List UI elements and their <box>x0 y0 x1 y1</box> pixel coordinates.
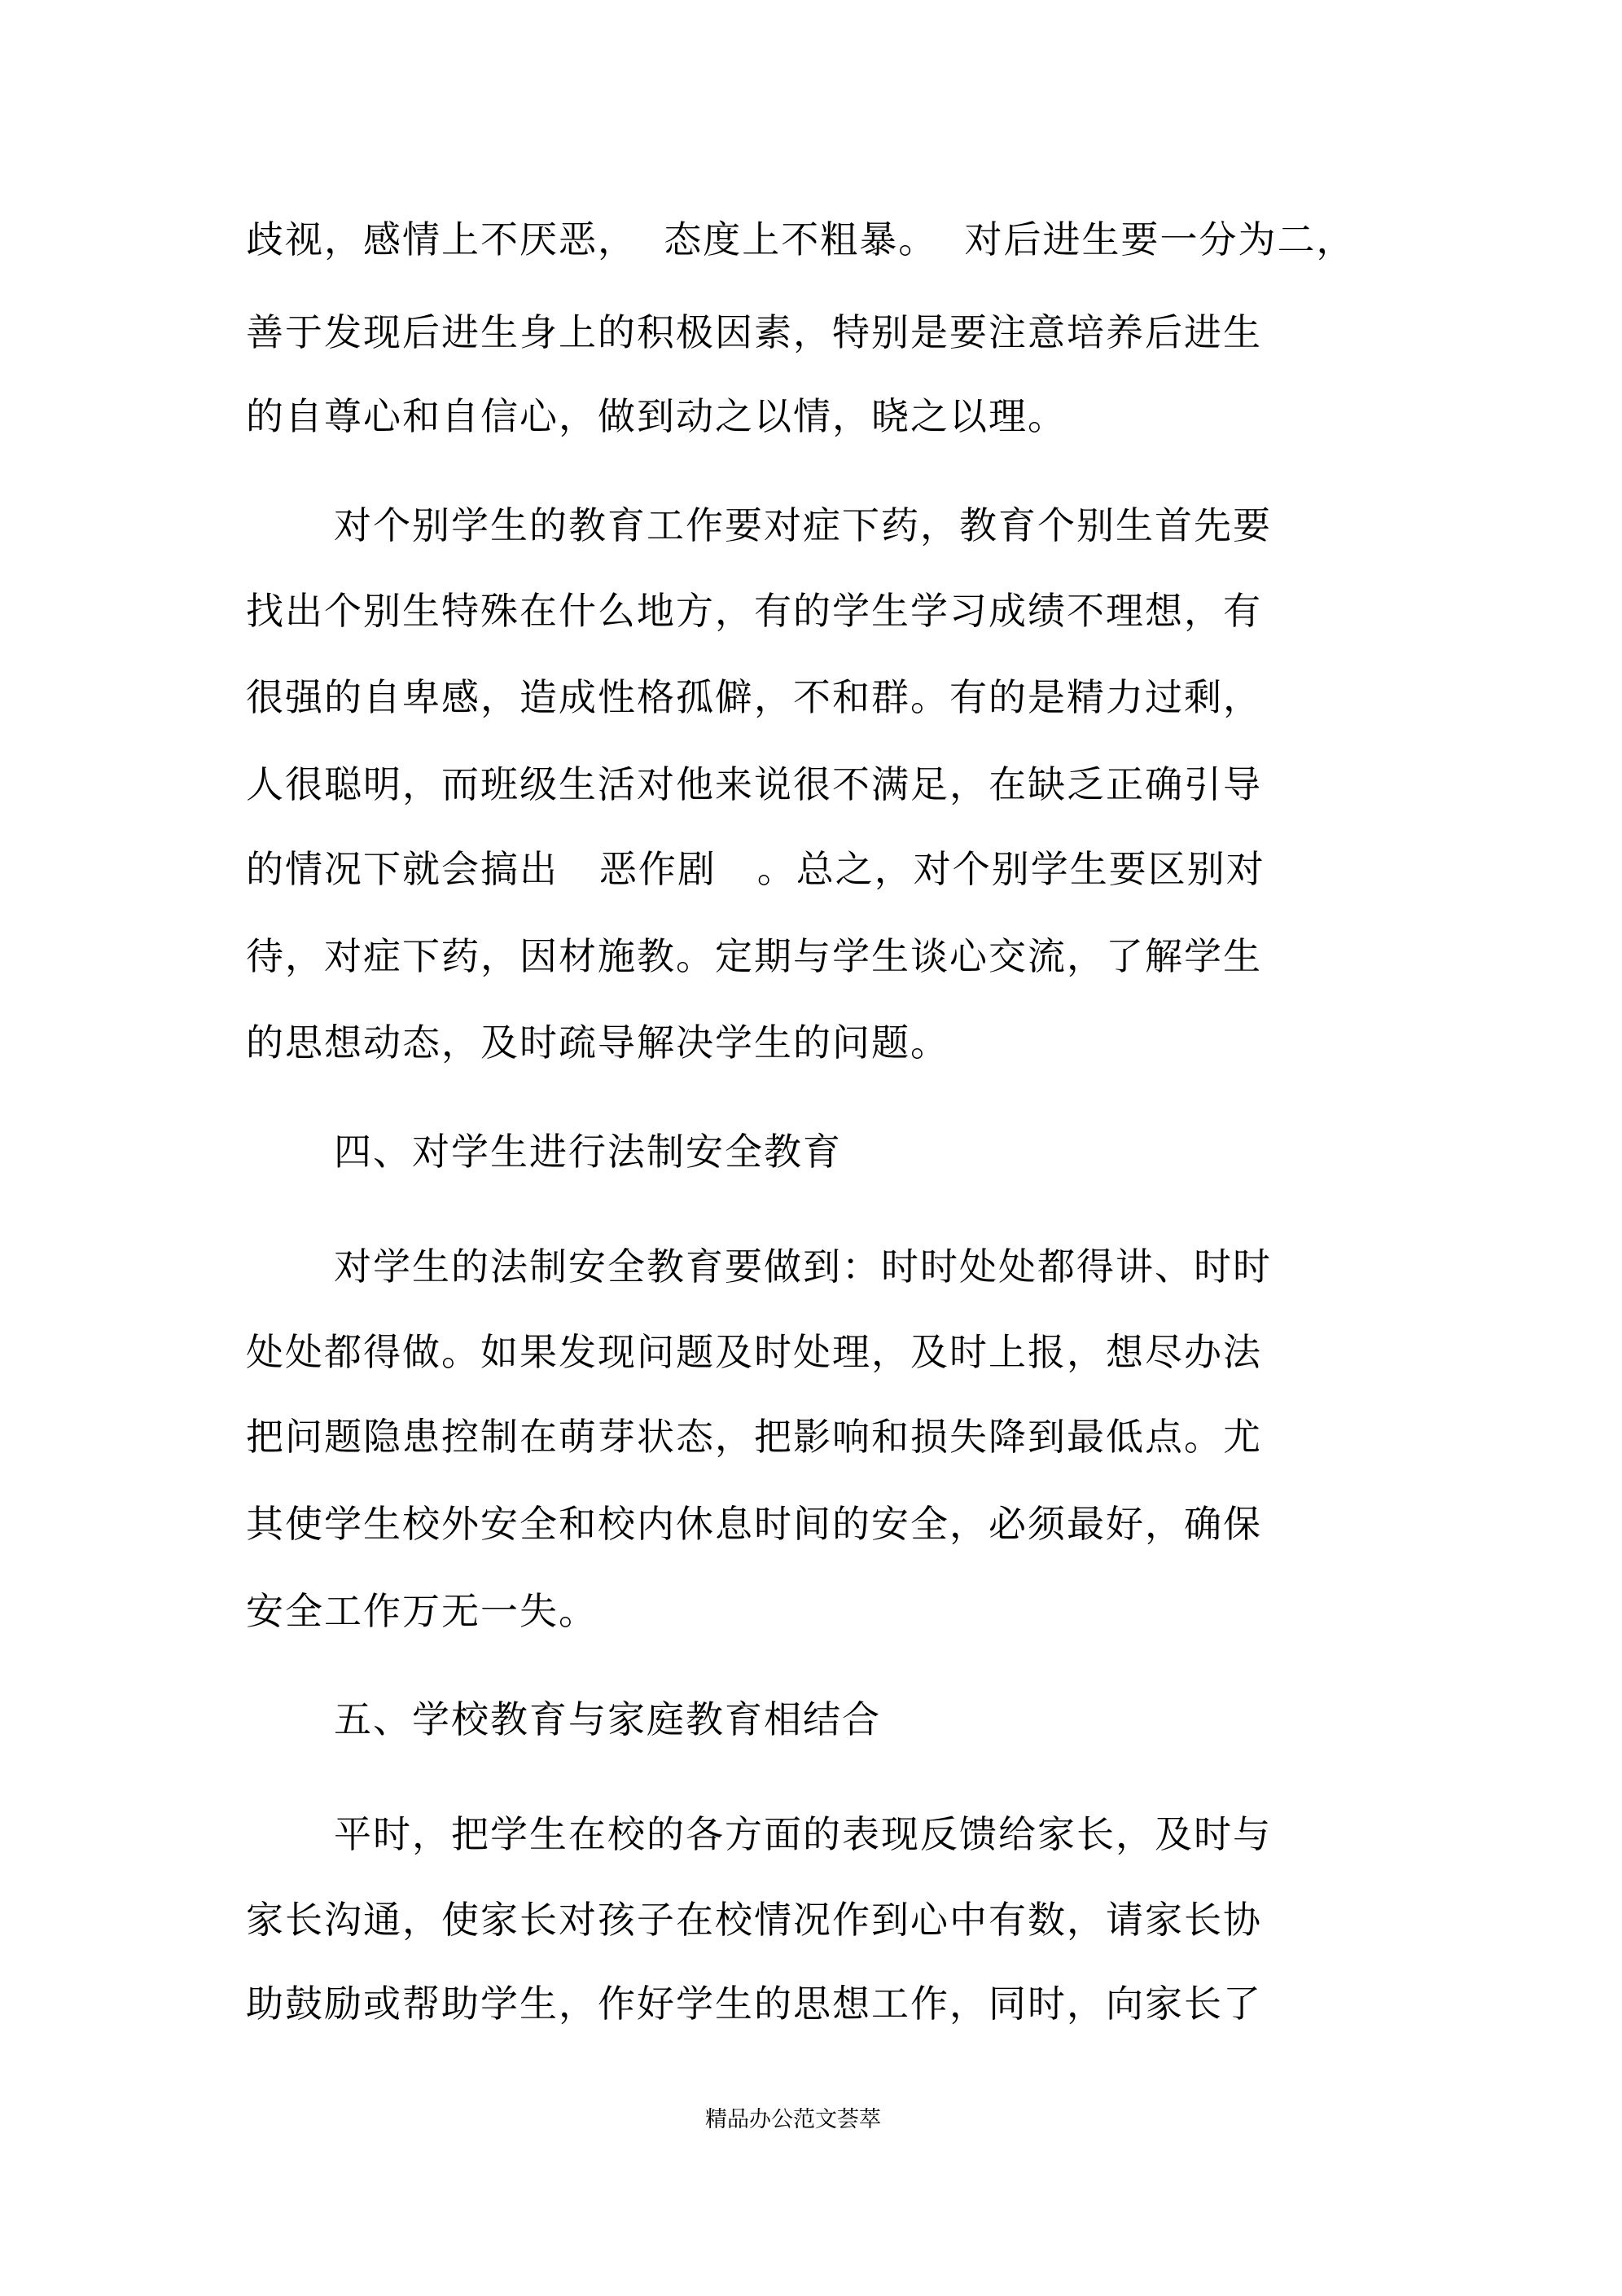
paragraph-3-line-2: 处处都得做。如果发现问题及时处理，及时上报，想尽办法 <box>246 1330 1262 1374</box>
paragraph-2-line-7: 的思想动态，及时疏导解决学生的问题。 <box>246 1021 949 1065</box>
paragraph-4-line-2: 家长沟通，使家长对孩子在校情况作到心中有数，请家长协 <box>246 1898 1262 1942</box>
paragraph-1-line-1: 歧视，感情上不厌恶， 态度上不粗暴。 对后进生要一分为二， <box>246 217 1356 261</box>
paragraph-2-line-1: 对个别学生的教育工作要对症下药，教育个别生首先要 <box>334 503 1272 547</box>
paragraph-2-line-4: 人很聪明，而班级生活对他来说很不满足，在缺乏正确引导 <box>246 762 1262 806</box>
paragraph-3-line-5: 安全工作万无一失。 <box>246 1589 598 1633</box>
section-heading-5: 五、学校教育与家庭教育相结合 <box>334 1697 881 1741</box>
paragraph-3-line-1: 对学生的法制安全教育要做到：时时处处都得讲、时时 <box>334 1245 1272 1288</box>
paragraph-2-line-5: 的情况下就会搞出 恶作剧 。总之，对个别学生要区别对 <box>246 847 1265 891</box>
paragraph-2-line-2: 找出个别生特殊在什么地方，有的学生学习成绩不理想，有 <box>246 589 1262 633</box>
paragraph-3-line-4: 其使学生校外安全和校内休息时间的安全，必须最好，确保 <box>246 1502 1262 1546</box>
paragraph-1-line-2: 善于发现后进生身上的积极因素，特别是要注意培养后进生 <box>246 310 1262 354</box>
paragraph-4-line-3: 助鼓励或帮助学生，作好学生的思想工作，同时，向家长了 <box>246 1982 1262 2026</box>
paragraph-2-line-3: 很强的自卑感，造成性格孤僻，不和群。有的是精力过剩， <box>246 675 1262 719</box>
paragraph-2-line-6: 待，对症下药，因材施教。定期与学生谈心交流，了解学生 <box>246 934 1262 978</box>
paragraph-3-line-3: 把问题隐患控制在萌芽状态，把影响和损失降到最低点。尤 <box>246 1415 1262 1459</box>
paragraph-4-line-1: 平时，把学生在校的各方面的表现反馈给家长，及时与 <box>334 1812 1272 1856</box>
page-footer: 精品办公范文荟萃 <box>705 2107 881 2132</box>
paragraph-1-line-3: 的自尊心和自信心，做到动之以情，晓之以理。 <box>246 394 1067 438</box>
section-heading-4: 四、对学生进行法制安全教育 <box>334 1130 842 1174</box>
